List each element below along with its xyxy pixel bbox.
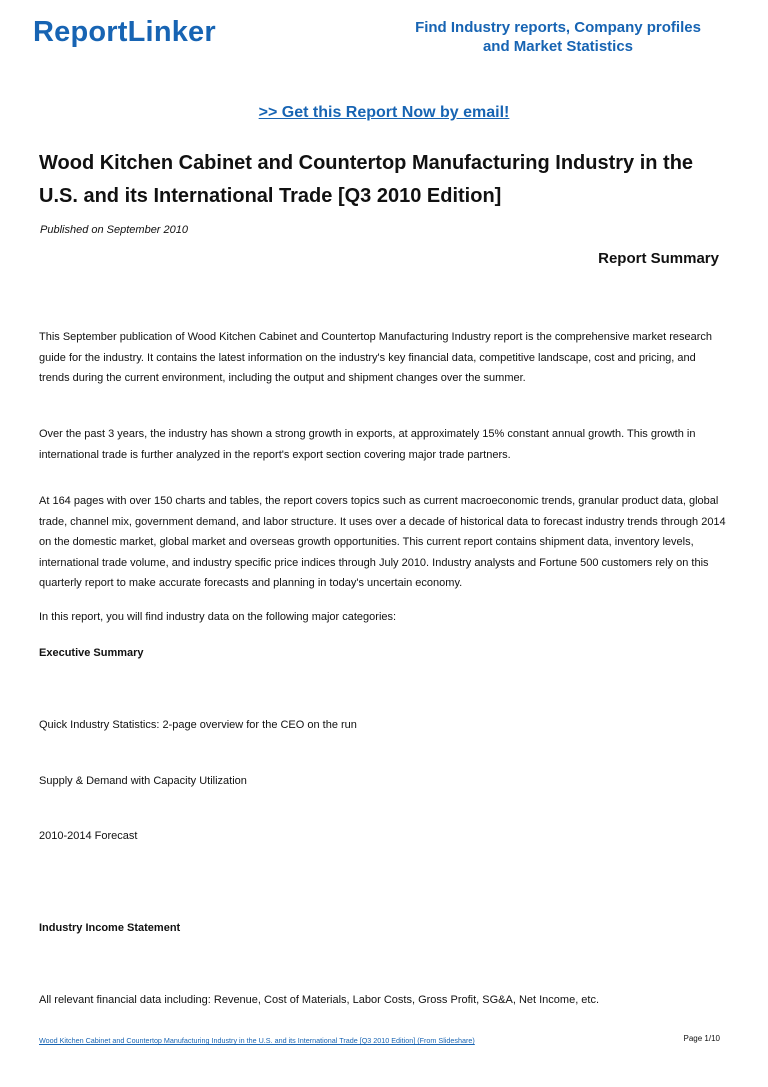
get-report-link[interactable]: >> Get this Report Now by email! — [258, 104, 510, 121]
list-item: All relevant financial data including: Revenue, Cost of Materials, Labor Costs, Gross Profit, SG&A, Net Income, etc. — [39, 994, 600, 1006]
title-line2: U.S. and its International Trade [Q3 2010 Edition] — [39, 185, 502, 207]
summary-paragraph-2: Over the past 3 years, the industry has shown a strong growth in exports, at approximately 15% constant annual growth. This growth in international trade is further analyzed in the report's export section covering major trade partners. — [39, 428, 696, 461]
list-item: 2010-2014 Forecast — [39, 830, 138, 842]
title-line1: Wood Kitchen Cabinet and Countertop Manufacturing Industry in the — [39, 152, 694, 174]
summary-paragraph-1: This September publication of Wood Kitchen Cabinet and Countertop Manufacturing Industry report is the comprehensive market research guide for the industry. It contains the latest information on the industry's key financial data, competitive landscape, cost and pricing, and trends during the current environment, including the output and shipment changes over the summer. — [39, 331, 712, 385]
header-tagline — [398, 18, 718, 56]
tagline-line2: and Market Statistics — [482, 38, 634, 55]
reportlinker-logo[interactable]: ReportLinker — [33, 16, 216, 48]
section-industry-income-statement: Industry Income Statement — [39, 922, 181, 934]
section-executive-summary: Executive Summary — [39, 647, 144, 659]
report-title — [39, 147, 739, 213]
published-date: Published on September 2010 — [40, 224, 188, 236]
list-item: Supply & Demand with Capacity Utilization — [39, 775, 247, 787]
summary-paragraph-3: At 164 pages with over 150 charts and tables, the report covers topics such as current macroeconomic trends, granular product data, global trade, channel mix, government demand, and labor structure. It uses over a decade of historical data to forecast industry trends through 2014 on the domestic market, global market and overseas growth opportunities. This current report contains shipment data, inventory levels, international trade volume, and industry specific price indices through July 2010. Industry analysts and Fortune 500 customers rely on this quarterly report to make accurate forecasts and planning in today's uncertain economy. — [39, 495, 726, 590]
list-item: Quick Industry Statistics: 2-page overview for the CEO on the run — [39, 719, 357, 731]
report-summary-heading: Report Summary — [598, 250, 719, 267]
tagline-line1: Find Industry reports, Company profiles — [415, 19, 701, 36]
footer-source-link[interactable]: Wood Kitchen Cabinet and Countertop Manufacturing Industry in the U.S. and its International Trade [Q3 2010 Edition] (From Slideshare) — [39, 1036, 475, 1045]
page-number: Page 1/10 — [683, 1034, 720, 1043]
summary-paragraph-4: In this report, you will find industry data on the following major categories: — [39, 611, 397, 623]
